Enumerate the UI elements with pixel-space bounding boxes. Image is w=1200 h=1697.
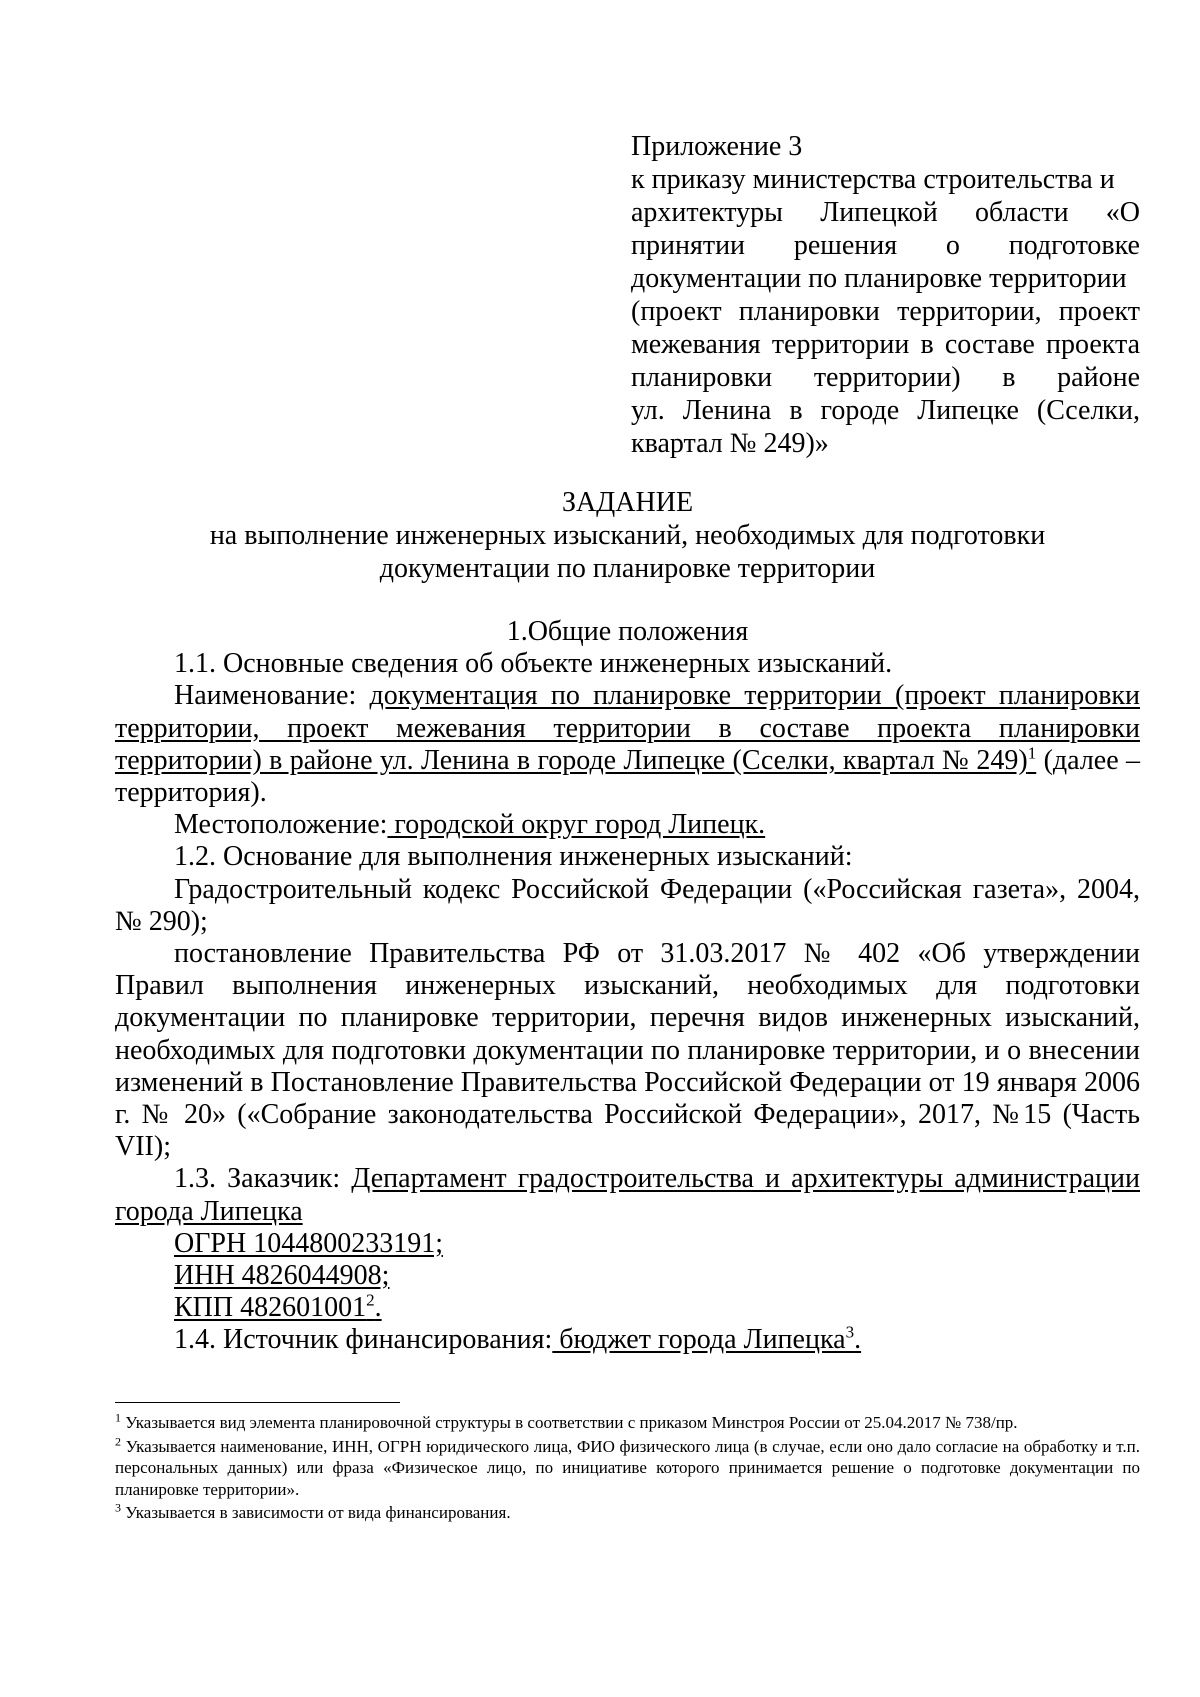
footnote-text: Указывается в зависимости от вида финансирования. [121, 1503, 511, 1522]
paragraph-kpp [115, 1292, 1140, 1324]
location-label: Местоположение: [174, 809, 388, 841]
appendix-line: Приложение 3 [631, 131, 803, 162]
footnote [115, 1412, 1140, 1434]
customer-label: 1.3. Заказчик: [174, 1163, 352, 1195]
location-value: городской округ город Липецк. [387, 809, 766, 841]
footnote [115, 1433, 1140, 1501]
name-value: документация по планировке территории (проект планировки территории, проект межевания территории в составе проекта планировки территории) в районе ул. Ленина в городе Липецке (Сселки, квартал № 249)$^1$ [115, 680, 1141, 776]
paragraph-location [115, 809, 1140, 841]
appendix-line: принятии решения о подготовке [631, 230, 1140, 261]
appendix-line: квартал № 249)» [631, 428, 829, 459]
appendix-header [631, 130, 1140, 460]
appendix-line: (проект планировки территории, проект [631, 296, 1140, 327]
appendix-line: планировки территории) в районе [631, 362, 1140, 393]
footnote-mark: 3 [115, 1500, 121, 1515]
appendix-line: документации по планировке территории [631, 263, 1127, 294]
document-body [115, 616, 1140, 1357]
inn-value: ИНН 4826044908; [174, 1260, 390, 1292]
finance-label: 1.4. Источник финансирования: [174, 1324, 553, 1356]
paragraph-inn [115, 1260, 1140, 1292]
paragraph-1-2: 1.2. Основание для выполнения инженерных изысканий: [174, 841, 853, 873]
footnote-text: Указывается вид элемента планировочной структуры в соответствии с приказом Минстроя России от 25.04.2017 № 738/пр. [121, 1413, 1018, 1432]
footnote-ref: 2 [366, 1290, 375, 1310]
name-label: Наименование: [174, 680, 370, 712]
appendix-line: архитектуры Липецкой области «О [631, 197, 1140, 228]
title-line: документации по планировке территории [379, 553, 876, 584]
footnote-text: Указывается наименование, ИНН, ОГРН юридического лица, ФИО физического лица (в случае, если оно дало согласие на обработку и т.п. персональных данных) или фраза «Физическое лицо, по инициативе которого принимается решение о подготовке документации по планировке территории». [115, 1436, 1140, 1499]
footnote-separator [115, 1402, 400, 1403]
appendix-line: к приказу министерства строительства и [631, 164, 1115, 195]
name-tail: (далее – территория). [115, 744, 1140, 809]
ogrn-value: ОГРН 1044800233191; [174, 1227, 443, 1259]
appendix-line: ул. Ленина в городе Липецке (Сселки, [631, 395, 1140, 426]
paragraph-basis-1: Градостроительный кодекс Российской Федерации («Российская газета», 2004, № 290); [115, 873, 1140, 937]
paragraph-customer [115, 1163, 1140, 1227]
paragraph-1-1: 1.1. Основные сведения об объекте инженерных изысканий. [174, 648, 893, 680]
footnote-mark: 1 [115, 1410, 121, 1425]
paragraph-ogrn [115, 1228, 1140, 1260]
footnote-mark: 2 [115, 1433, 121, 1448]
paragraph-name [115, 680, 1140, 809]
footnotes [115, 1412, 1140, 1526]
title-heading: ЗАДАНИЕ [561, 487, 694, 518]
footnote [115, 1502, 1140, 1524]
footnote-ref: 3 [845, 1323, 855, 1343]
paragraph-basis-2: постановление Правительства РФ от 31.03.2017 № 402 «Об утверждении Правил выполнения инженерных изысканий, необходимых для подготовки документации по планировке территории, перечня видов инженерных изысканий, необходимых для подготовки документации по планировке территории, и о внесении изменений в Постановление Правительства Российской Федерации от 19 января 2006 г. № 20» («Собрание законодательства Российской Федерации», 2017, №15 (Часть VII); [115, 938, 1140, 1163]
customer-value: Департамент градостроительства и архитектуры администрации города Липецка [115, 1163, 1140, 1227]
section-heading: 1.Общие положения [506, 616, 749, 647]
kpp-value: КПП 482601001$^2$. [174, 1290, 382, 1324]
document-title [115, 486, 1140, 585]
appendix-line: межевания территории в составе проекта [631, 329, 1140, 360]
title-line: на выполнение инженерных изысканий, необходимых для подготовки [209, 520, 1046, 551]
finance-value: бюджет города Липецка$^3$. [552, 1323, 862, 1356]
footnote-ref: 1 [1027, 743, 1037, 763]
paragraph-finance [115, 1324, 1140, 1356]
